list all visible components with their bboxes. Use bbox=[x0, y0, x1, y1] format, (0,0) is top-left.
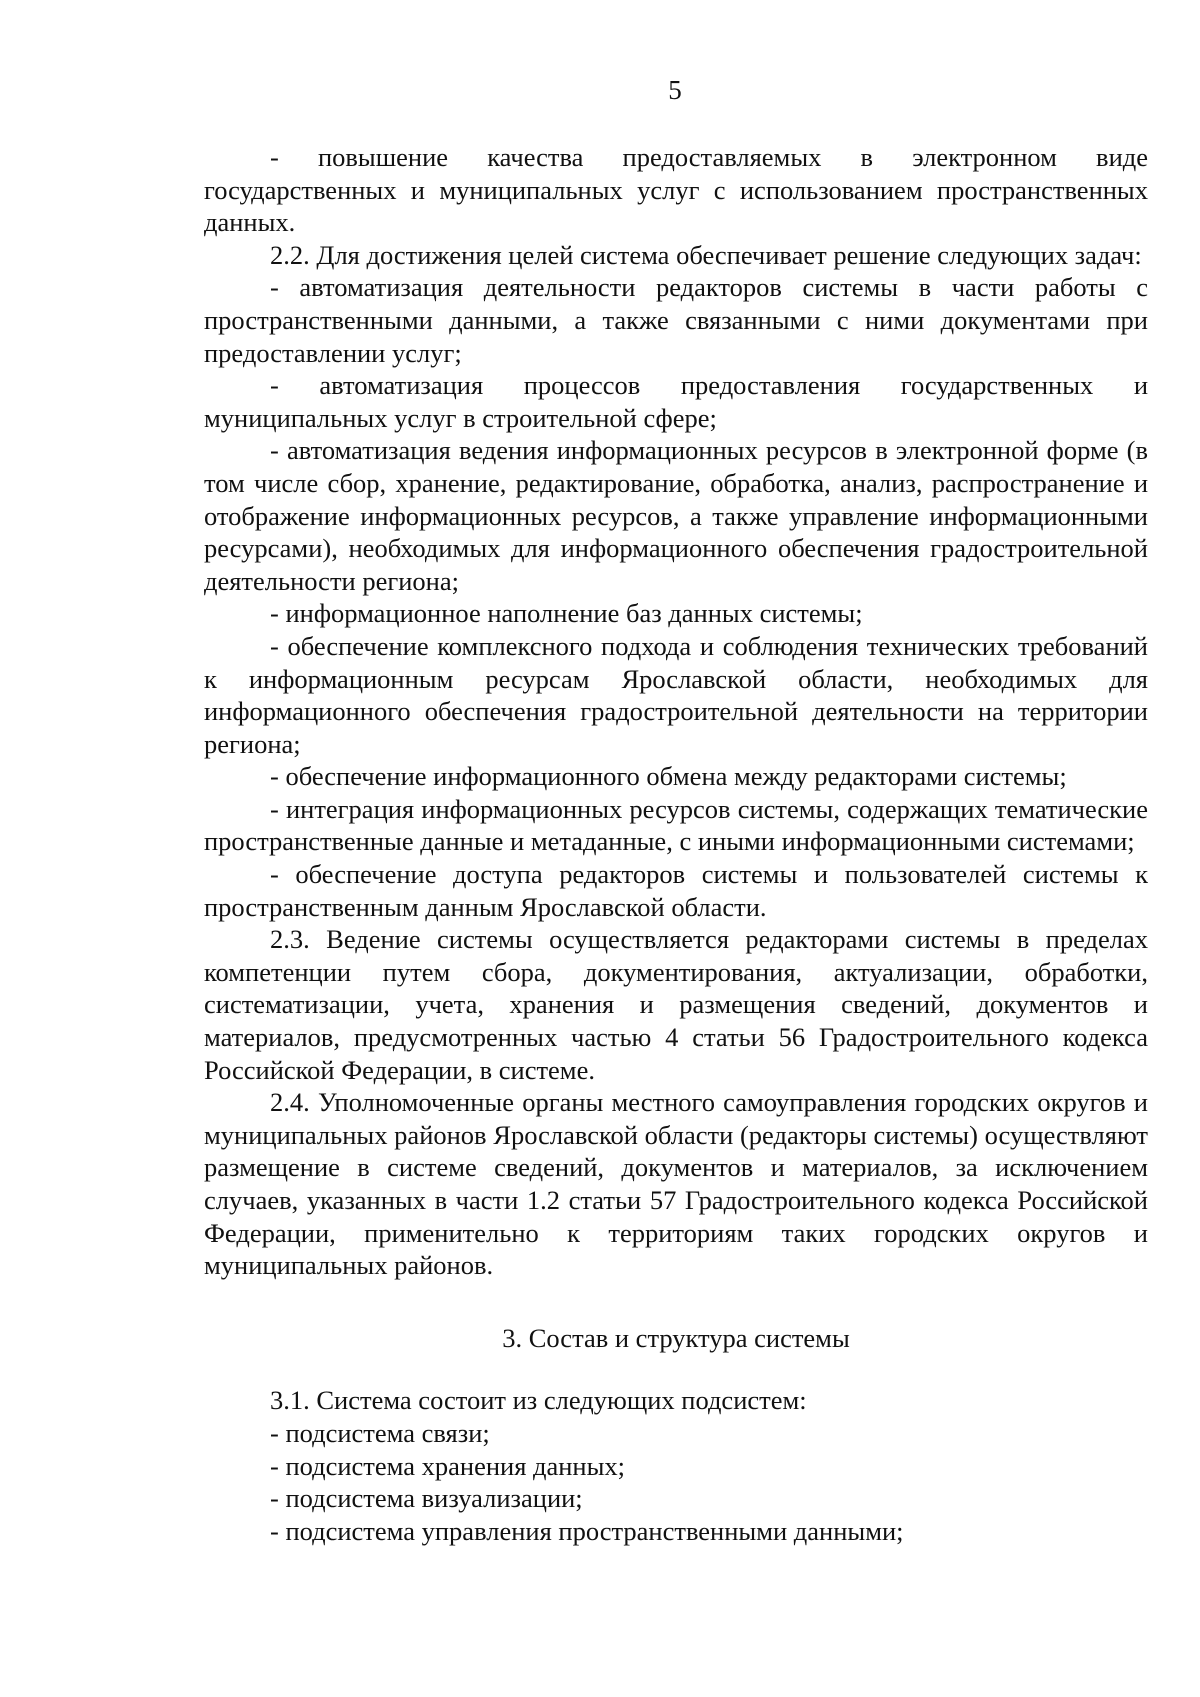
task-information-exchange: - обеспечение информационного обмена между редакторами системы; bbox=[270, 761, 1067, 792]
subsystem-item: - подсистема связи; bbox=[270, 1417, 490, 1448]
task-database-filling: - информационное наполнение баз данных системы; bbox=[270, 598, 863, 629]
task-integration: - интеграция информационных ресурсов системы, содержащих тематические пространственные данные и метаданные, с иными информационными системами; bbox=[204, 793, 1148, 857]
subsystem-item: - подсистема управления пространственными данными; bbox=[270, 1515, 904, 1546]
paragraph-2-2: 2.2. Для достижения целей система обеспечивает решение следующих задач: bbox=[270, 239, 1142, 270]
task-resources-automation: - автоматизация ведения информационных ресурсов в электронной форме (в том числе сбор, хранение, редактирование, обработка, анализ, распространение и отображение информационных ресурсов, а также управление информационными ресурсами), необходимых для информационного обеспечения градостроительной деятельности региона; bbox=[204, 435, 1148, 596]
paragraph-2-4: 2.4. Уполномоченные органы местного самоуправления городских округов и муниципальных районов Ярославской области (редакторы системы) осуществляют размещение в системе сведений, документов и материалов, за исключением случаев, указанных в части 1.2 статьи 57 Градостроительного кодекса Российской Федерации, применительно к территориям таких городских округов и муниципальных районов. bbox=[204, 1087, 1148, 1281]
task-complex-approach: - обеспечение комплексного подхода и соблюдения технических требований к информационным ресурсам Ярославской области, необходимых для информационного обеспечения градостроительной деятельности на территории региона; bbox=[204, 630, 1148, 759]
subsystem-item: - подсистема хранения данных; bbox=[270, 1450, 626, 1481]
task-services-automation: - автоматизация процессов предоставления государственных и муниципальных услуг в строительной сфере; bbox=[204, 370, 1148, 433]
paragraph-2-3: 2.3. Ведение системы осуществляется редакторами системы в пределах компетенции путем сбора, документирования, актуализации, обработки, систематизации, учета, хранения и размещения сведений, документов и материалов, предусмотренных частью 4 статьи 56 Градостроительного кодекса Российской Федерации, в системе. bbox=[204, 924, 1148, 1085]
subsystem-item: - подсистема визуализации; bbox=[270, 1483, 583, 1514]
paragraph-3-1: 3.1. Система состоит из следующих подсистем: bbox=[270, 1385, 807, 1416]
paragraph-quality-services: - повышение качества предоставляемых в электронном виде государственных и муниципальных услуг с использованием пространственных данных. bbox=[204, 142, 1148, 238]
task-access: - обеспечение доступа редакторов системы и пользователей системы к пространственным данным Ярославской области. bbox=[204, 859, 1148, 922]
section-heading: 3. Состав и структура системы bbox=[502, 1322, 850, 1353]
task-editors-automation: - автоматизация деятельности редакторов системы в части работы с пространственными данными, а также связанными с ними документами при предоставлении услуг; bbox=[204, 272, 1148, 368]
document-body bbox=[204, 141, 1148, 1547]
page-number: 5 bbox=[668, 75, 682, 105]
